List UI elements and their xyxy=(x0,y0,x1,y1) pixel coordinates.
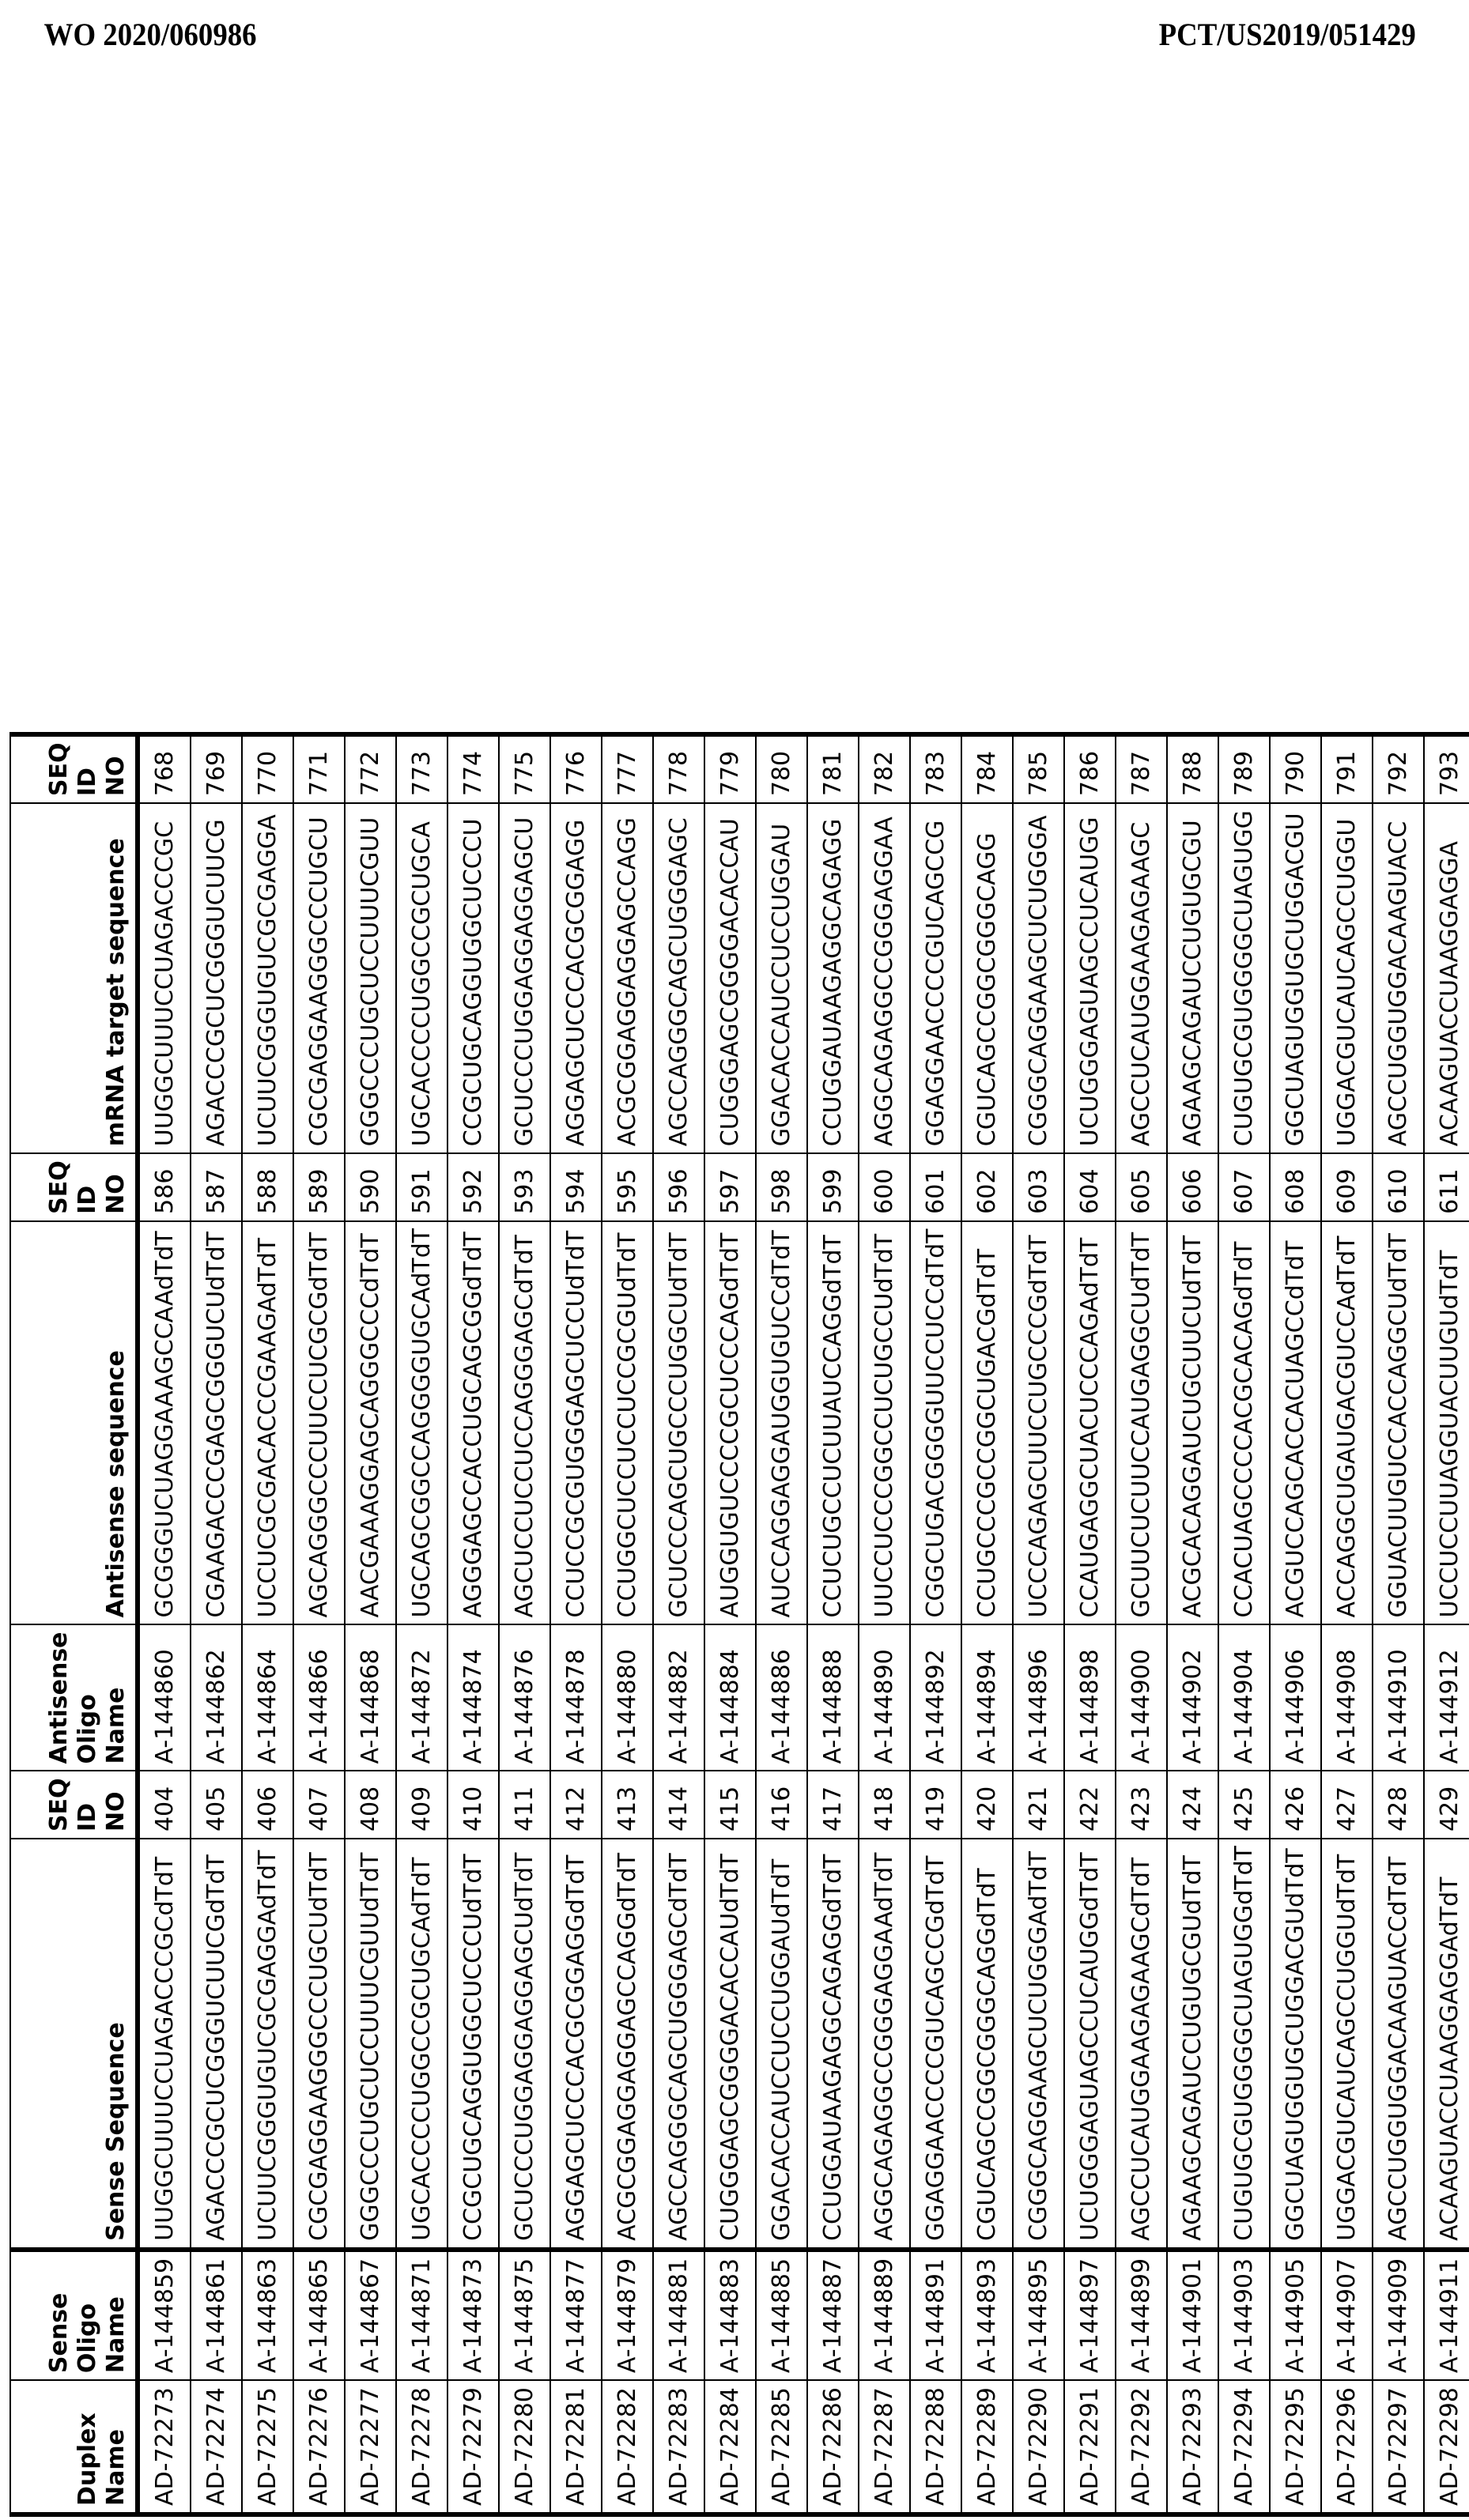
cell-duplex-name: AD-72295 xyxy=(1270,2380,1321,2514)
cell-sense-seq-id: 407 xyxy=(293,1771,345,1839)
cell-mrna-seq-id: 776 xyxy=(550,734,602,804)
table-body xyxy=(138,734,1469,2514)
cell-duplex-name: AD-72279 xyxy=(447,2380,499,2514)
cell-antisense-oligo-name: A-144866 xyxy=(293,1624,345,1771)
cell-sense-oligo-name: A-144901 xyxy=(1167,2250,1218,2380)
cell-mrna-seq-id: 777 xyxy=(602,734,653,804)
table-row xyxy=(1424,734,1469,2514)
cell-sense-sequence: AGACCCGCUCGGGUCUUCGdTdT xyxy=(191,1839,242,2250)
patent-application-number: PCT/US2019/051429 xyxy=(1156,17,1418,52)
cell-antisense-seq-id: 611 xyxy=(1424,1153,1469,1221)
cell-sense-oligo-name: A-144897 xyxy=(1064,2250,1116,2380)
cell-duplex-name: AD-72278 xyxy=(396,2380,447,2514)
cell-duplex-name: AD-72281 xyxy=(550,2380,602,2514)
cell-sense-oligo-name: A-144905 xyxy=(1270,2250,1321,2380)
cell-duplex-name: AD-72284 xyxy=(704,2380,756,2514)
cell-mrna-target-sequence: CGUCAGCCGGCGGGCAGG xyxy=(961,803,1013,1153)
cell-mrna-seq-id: 768 xyxy=(138,734,191,804)
cell-sense-seq-id: 410 xyxy=(447,1771,499,1839)
cell-duplex-name: AD-72285 xyxy=(756,2380,807,2514)
cell-antisense-seq-id: 593 xyxy=(499,1153,550,1221)
cell-antisense-oligo-name: A-144862 xyxy=(191,1624,242,1771)
cell-mrna-seq-id: 786 xyxy=(1064,734,1116,804)
cell-duplex-name: AD-72286 xyxy=(807,2380,859,2514)
cell-sense-seq-id: 418 xyxy=(859,1771,910,1839)
cell-mrna-target-sequence: AGGCAGAGGCCGGGAGGAA xyxy=(859,803,910,1153)
cell-duplex-name: AD-72274 xyxy=(191,2380,242,2514)
cell-antisense-oligo-name: A-144876 xyxy=(499,1624,550,1771)
cell-sense-sequence: GGACACCAUCCUCCUGGAUdTdT xyxy=(756,1839,807,2250)
cell-mrna-seq-id: 775 xyxy=(499,734,550,804)
cell-sense-seq-id: 416 xyxy=(756,1771,807,1839)
cell-mrna-target-sequence: ACGCGGAGGAGGAGCCAGG xyxy=(602,803,653,1153)
cell-antisense-seq-id: 592 xyxy=(447,1153,499,1221)
cell-duplex-name: AD-72292 xyxy=(1116,2380,1167,2514)
cell-sense-oligo-name: A-144887 xyxy=(807,2250,859,2380)
cell-sense-oligo-name: A-144907 xyxy=(1321,2250,1373,2380)
cell-sense-oligo-name: A-144885 xyxy=(756,2250,807,2380)
table-row xyxy=(345,734,396,2514)
cell-antisense-sequence: ACGUCCAGCACCACUAGCCdTdT xyxy=(1270,1221,1321,1625)
cell-sense-seq-id: 413 xyxy=(602,1771,653,1839)
cell-antisense-sequence: AUCCAGGAGGAUGGUGUCCdTdT xyxy=(756,1221,807,1625)
cell-antisense-sequence: AGCUCCUCCUCCAGGGAGCdTdT xyxy=(499,1221,550,1625)
cell-sense-oligo-name: A-144873 xyxy=(447,2250,499,2380)
table-row xyxy=(447,734,499,2514)
cell-sense-oligo-name: A-144867 xyxy=(345,2250,396,2380)
cell-antisense-seq-id: 600 xyxy=(859,1153,910,1221)
header-mrna-seq-id: SEQ ID NO xyxy=(10,734,138,804)
cell-sense-oligo-name: A-144911 xyxy=(1424,2250,1469,2380)
cell-antisense-oligo-name: A-144880 xyxy=(602,1624,653,1771)
cell-antisense-sequence: UCCUCCUUAGGUACUUGUdTdT xyxy=(1424,1221,1469,1625)
cell-sense-oligo-name: A-144859 xyxy=(138,2250,191,2380)
cell-antisense-sequence: GCGGGUCUAGGAAAGCCAAdTdT xyxy=(138,1221,191,1625)
cell-sense-seq-id: 421 xyxy=(1013,1771,1064,1839)
cell-sense-sequence: CGUCAGCCGGCGGGCAGGdTdT xyxy=(961,1839,1013,2250)
cell-sense-seq-id: 425 xyxy=(1218,1771,1270,1839)
table-row xyxy=(1167,734,1218,2514)
cell-mrna-seq-id: 793 xyxy=(1424,734,1469,804)
cell-mrna-target-sequence: CUGUGCGUGGGGCUAGUGG xyxy=(1218,803,1270,1153)
cell-antisense-sequence: UGCAGCGGCCAGGGGUGCAdTdT xyxy=(396,1221,447,1625)
cell-antisense-oligo-name: A-144906 xyxy=(1270,1624,1321,1771)
cell-mrna-target-sequence: UUGGCUUUCCUAGACCCGC xyxy=(138,803,191,1153)
table-row xyxy=(550,734,602,2514)
cell-antisense-oligo-name: A-144912 xyxy=(1424,1624,1469,1771)
cell-mrna-seq-id: 788 xyxy=(1167,734,1218,804)
cell-mrna-seq-id: 781 xyxy=(807,734,859,804)
cell-antisense-sequence: CGGCUGACGGGGUUCCUCCdTdT xyxy=(910,1221,961,1625)
cell-sense-oligo-name: A-144865 xyxy=(293,2250,345,2380)
table-row xyxy=(1373,734,1424,2514)
cell-sense-seq-id: 411 xyxy=(499,1771,550,1839)
cell-sense-sequence: AGCCUGGUGGACAAGUACCdTdT xyxy=(1373,1839,1424,2250)
cell-sense-sequence: CCGCUGCAGGUGGCUCCCUdTdT xyxy=(447,1839,499,2250)
cell-duplex-name: AD-72277 xyxy=(345,2380,396,2514)
table-row xyxy=(704,734,756,2514)
table-row xyxy=(138,734,191,2514)
cell-sense-seq-id: 404 xyxy=(138,1771,191,1839)
cell-sense-oligo-name: A-144861 xyxy=(191,2250,242,2380)
cell-sense-seq-id: 406 xyxy=(242,1771,293,1839)
cell-antisense-seq-id: 607 xyxy=(1218,1153,1270,1221)
cell-mrna-seq-id: 785 xyxy=(1013,734,1064,804)
cell-antisense-sequence: CCUGCCCGCCGGCUGACGdTdT xyxy=(961,1221,1013,1625)
cell-antisense-seq-id: 597 xyxy=(704,1153,756,1221)
cell-mrna-target-sequence: GGAGGAACCCCGUCAGCCG xyxy=(910,803,961,1153)
cell-mrna-seq-id: 771 xyxy=(293,734,345,804)
cell-sense-seq-id: 412 xyxy=(550,1771,602,1839)
cell-sense-seq-id: 408 xyxy=(345,1771,396,1839)
cell-sense-sequence: AGAAGCAGAUCCUGUGCGUdTdT xyxy=(1167,1839,1218,2250)
cell-antisense-sequence: CCAUGAGGCUACUCCCAGAdTdT xyxy=(1064,1221,1116,1625)
table-row xyxy=(191,734,242,2514)
cell-duplex-name: AD-72275 xyxy=(242,2380,293,2514)
table-row xyxy=(499,734,550,2514)
cell-mrna-target-sequence: AGCCUCAUGGAAGAGAAGC xyxy=(1116,803,1167,1153)
cell-antisense-seq-id: 606 xyxy=(1167,1153,1218,1221)
cell-mrna-seq-id: 783 xyxy=(910,734,961,804)
cell-sense-seq-id: 420 xyxy=(961,1771,1013,1839)
cell-antisense-sequence: AGGGAGCCACCUGCAGCGGdTdT xyxy=(447,1221,499,1625)
cell-antisense-seq-id: 610 xyxy=(1373,1153,1424,1221)
cell-duplex-name: AD-72298 xyxy=(1424,2380,1469,2514)
table-row xyxy=(1321,734,1373,2514)
cell-sense-oligo-name: A-144889 xyxy=(859,2250,910,2380)
cell-sense-seq-id: 405 xyxy=(191,1771,242,1839)
table-row xyxy=(1116,734,1167,2514)
cell-sense-oligo-name: A-144895 xyxy=(1013,2250,1064,2380)
table-row xyxy=(653,734,704,2514)
cell-mrna-target-sequence: AGCCAGGGCAGCUGGGAGC xyxy=(653,803,704,1153)
cell-mrna-target-sequence: GCUCCCUGGAGGAGGAGCU xyxy=(499,803,550,1153)
cell-antisense-seq-id: 601 xyxy=(910,1153,961,1221)
header-mrna-target-sequence: mRNA target sequence xyxy=(10,803,138,1153)
cell-antisense-sequence: GGUACUUGUCCACCAGGCUdTdT xyxy=(1373,1221,1424,1625)
cell-antisense-oligo-name: A-144892 xyxy=(910,1624,961,1771)
cell-duplex-name: AD-72293 xyxy=(1167,2380,1218,2514)
patent-publication-number: WO 2020/060986 xyxy=(41,17,259,52)
cell-antisense-sequence: AUGGUGUCCCCGCUCCCAGdTdT xyxy=(704,1221,756,1625)
cell-sense-seq-id: 429 xyxy=(1424,1771,1469,1839)
header-sense-oligo-name: Sense Oligo Name xyxy=(10,2250,138,2380)
cell-antisense-oligo-name: A-144882 xyxy=(653,1624,704,1771)
cell-antisense-oligo-name: A-144878 xyxy=(550,1624,602,1771)
cell-antisense-sequence: AACGAAAGGAGCAGGGCCCdTdT xyxy=(345,1221,396,1625)
cell-antisense-oligo-name: A-144890 xyxy=(859,1624,910,1771)
cell-mrna-seq-id: 792 xyxy=(1373,734,1424,804)
cell-antisense-sequence: CCUCUGCCUCUUAUCCAGGdTdT xyxy=(807,1221,859,1625)
cell-antisense-oligo-name: A-144884 xyxy=(704,1624,756,1771)
cell-antisense-seq-id: 595 xyxy=(602,1153,653,1221)
rotated-table-container xyxy=(9,732,1469,2517)
cell-antisense-oligo-name: A-144894 xyxy=(961,1624,1013,1771)
cell-mrna-target-sequence: GGCUAGUGGUGCUGGACGU xyxy=(1270,803,1321,1153)
cell-mrna-target-sequence: CGGGCAGGAAGCUCUGGGA xyxy=(1013,803,1064,1153)
cell-antisense-sequence: CCUGGCUCCUCCUCCGCGUdTdT xyxy=(602,1221,653,1625)
header-sense-sequence: Sense Sequence xyxy=(10,1839,138,2250)
table-row xyxy=(910,734,961,2514)
cell-sense-sequence: CGCGAGGAAGGGCCCUGCUdTdT xyxy=(293,1839,345,2250)
cell-antisense-sequence: AGCAGGGCCCUUCCUCGCGdTdT xyxy=(293,1221,345,1625)
cell-mrna-seq-id: 789 xyxy=(1218,734,1270,804)
cell-sense-seq-id: 409 xyxy=(396,1771,447,1839)
cell-antisense-seq-id: 589 xyxy=(293,1153,345,1221)
cell-antisense-oligo-name: A-144908 xyxy=(1321,1624,1373,1771)
cell-antisense-oligo-name: A-144898 xyxy=(1064,1624,1116,1771)
cell-mrna-seq-id: 784 xyxy=(961,734,1013,804)
cell-duplex-name: AD-72296 xyxy=(1321,2380,1373,2514)
cell-sense-seq-id: 426 xyxy=(1270,1771,1321,1839)
table-header-row xyxy=(10,734,138,2514)
cell-sense-sequence: CGGGCAGGAAGCUCUGGGAdTdT xyxy=(1013,1839,1064,2250)
cell-antisense-seq-id: 596 xyxy=(653,1153,704,1221)
cell-mrna-target-sequence: ACAAGUACCUAAGGAGGA xyxy=(1424,803,1469,1153)
cell-mrna-seq-id: 782 xyxy=(859,734,910,804)
duplex-sequence-table xyxy=(9,732,1469,2517)
cell-duplex-name: AD-72283 xyxy=(653,2380,704,2514)
table-row xyxy=(602,734,653,2514)
cell-antisense-oligo-name: A-144872 xyxy=(396,1624,447,1771)
cell-antisense-sequence: UCCCAGAGCUUCCUGCCCGdTdT xyxy=(1013,1221,1064,1625)
cell-mrna-target-sequence: AGGAGCUCCCACGCGGAGG xyxy=(550,803,602,1153)
cell-antisense-oligo-name: A-144904 xyxy=(1218,1624,1270,1771)
cell-mrna-target-sequence: GGGCCCUGCUCCUUUCGUU xyxy=(345,803,396,1153)
cell-antisense-sequence: ACGCACAGGAUCUGCUUCUdTdT xyxy=(1167,1221,1218,1625)
cell-sense-oligo-name: A-144909 xyxy=(1373,2250,1424,2380)
cell-mrna-seq-id: 772 xyxy=(345,734,396,804)
cell-sense-oligo-name: A-144899 xyxy=(1116,2250,1167,2380)
cell-antisense-seq-id: 603 xyxy=(1013,1153,1064,1221)
cell-duplex-name: AD-72290 xyxy=(1013,2380,1064,2514)
cell-antisense-seq-id: 608 xyxy=(1270,1153,1321,1221)
table-row xyxy=(1064,734,1116,2514)
cell-sense-oligo-name: A-144893 xyxy=(961,2250,1013,2380)
cell-mrna-seq-id: 769 xyxy=(191,734,242,804)
cell-sense-seq-id: 423 xyxy=(1116,1771,1167,1839)
cell-antisense-oligo-name: A-144864 xyxy=(242,1624,293,1771)
cell-sense-seq-id: 428 xyxy=(1373,1771,1424,1839)
cell-antisense-seq-id: 609 xyxy=(1321,1153,1373,1221)
cell-sense-oligo-name: A-144881 xyxy=(653,2250,704,2380)
cell-mrna-target-sequence: UGGACGUCAUCAGCCUGGU xyxy=(1321,803,1373,1153)
cell-antisense-sequence: ACCAGGCUGAUGACGUCCAdTdT xyxy=(1321,1221,1373,1625)
cell-sense-sequence: GCUCCCUGGAGGAGGAGCUdTdT xyxy=(499,1839,550,2250)
cell-antisense-seq-id: 588 xyxy=(242,1153,293,1221)
cell-mrna-target-sequence: UCUGGGAGUAGCCUCAUGG xyxy=(1064,803,1116,1153)
cell-sense-sequence: ACGCGGAGGAGGAGCCAGGdTdT xyxy=(602,1839,653,2250)
cell-sense-sequence: AGGAGCUCCCACGCGGAGGdTdT xyxy=(550,1839,602,2250)
cell-antisense-seq-id: 591 xyxy=(396,1153,447,1221)
cell-sense-sequence: CCUGGAUAAGAGGCAGAGGdTdT xyxy=(807,1839,859,2250)
cell-antisense-seq-id: 598 xyxy=(756,1153,807,1221)
cell-sense-sequence: GGAGGAACCCCGUCAGCCGdTdT xyxy=(910,1839,961,2250)
cell-antisense-oligo-name: A-144874 xyxy=(447,1624,499,1771)
cell-antisense-sequence: GCUUCUCUUCCAUGAGGCUdTdT xyxy=(1116,1221,1167,1625)
cell-mrna-target-sequence: AGAAGCAGAUCCUGUGCGU xyxy=(1167,803,1218,1153)
cell-sense-seq-id: 417 xyxy=(807,1771,859,1839)
cell-mrna-target-sequence: CCGCUGCAGGUGGCUCCCU xyxy=(447,803,499,1153)
cell-sense-oligo-name: A-144903 xyxy=(1218,2250,1270,2380)
cell-mrna-seq-id: 770 xyxy=(242,734,293,804)
cell-sense-sequence: UGGACGUCAUCAGCCUGGUdTdT xyxy=(1321,1839,1373,2250)
cell-mrna-seq-id: 773 xyxy=(396,734,447,804)
cell-sense-seq-id: 414 xyxy=(653,1771,704,1839)
cell-sense-sequence: UGCACCCCUGGCCGCUGCAdTdT xyxy=(396,1839,447,2250)
cell-mrna-seq-id: 780 xyxy=(756,734,807,804)
cell-antisense-sequence: CGAAGACCCGAGCGGGUCUdTdT xyxy=(191,1221,242,1625)
table-row xyxy=(1270,734,1321,2514)
table-row xyxy=(1013,734,1064,2514)
table-row xyxy=(293,734,345,2514)
cell-sense-oligo-name: A-144871 xyxy=(396,2250,447,2380)
header-antisense-seq-id: SEQ ID NO xyxy=(10,1153,138,1221)
cell-sense-sequence: UUGGCUUUCCUAGACCCGCdTdT xyxy=(138,1839,191,2250)
cell-sense-seq-id: 427 xyxy=(1321,1771,1373,1839)
cell-antisense-oligo-name: A-144896 xyxy=(1013,1624,1064,1771)
cell-mrna-seq-id: 791 xyxy=(1321,734,1373,804)
table-row xyxy=(1218,734,1270,2514)
cell-duplex-name: AD-72288 xyxy=(910,2380,961,2514)
cell-duplex-name: AD-72297 xyxy=(1373,2380,1424,2514)
cell-sense-sequence: UCUUCGGGUGUCGCGAGGAdTdT xyxy=(242,1839,293,2250)
cell-sense-oligo-name: A-144875 xyxy=(499,2250,550,2380)
cell-sense-sequence: GGGCCCUGCUCCUUUCGUUdTdT xyxy=(345,1839,396,2250)
cell-sense-seq-id: 422 xyxy=(1064,1771,1116,1839)
cell-mrna-seq-id: 779 xyxy=(704,734,756,804)
cell-duplex-name: AD-72276 xyxy=(293,2380,345,2514)
cell-mrna-target-sequence: UGCACCCCUGGCCGCUGCA xyxy=(396,803,447,1153)
cell-sense-oligo-name: A-144879 xyxy=(602,2250,653,2380)
cell-sense-sequence: ACAAGUACCUAAGGAGGAdTdT xyxy=(1424,1839,1469,2250)
cell-antisense-oligo-name: A-144888 xyxy=(807,1624,859,1771)
table-row xyxy=(807,734,859,2514)
cell-antisense-oligo-name: A-144900 xyxy=(1116,1624,1167,1771)
cell-antisense-oligo-name: A-144902 xyxy=(1167,1624,1218,1771)
cell-mrna-seq-id: 774 xyxy=(447,734,499,804)
cell-antisense-oligo-name: A-144860 xyxy=(138,1624,191,1771)
cell-mrna-target-sequence: CCUGGAUAAGAGGCAGAGG xyxy=(807,803,859,1153)
cell-antisense-sequence: CCUCCGCGUGGGAGCUCCUdTdT xyxy=(550,1221,602,1625)
table-row xyxy=(756,734,807,2514)
cell-antisense-seq-id: 587 xyxy=(191,1153,242,1221)
cell-sense-sequence: AGCCUCAUGGAAGAGAAGCdTdT xyxy=(1116,1839,1167,2250)
cell-antisense-sequence: UUCCUCCCGGCCUCUGCCUdTdT xyxy=(859,1221,910,1625)
cell-sense-seq-id: 424 xyxy=(1167,1771,1218,1839)
cell-mrna-target-sequence: AGACCCGCUCGGGUCUUCG xyxy=(191,803,242,1153)
cell-sense-sequence: CUGUGCGUGGGGCUAGUGGdTdT xyxy=(1218,1839,1270,2250)
cell-antisense-seq-id: 602 xyxy=(961,1153,1013,1221)
cell-antisense-sequence: UCCUCGCGACACCCGAAGAdTdT xyxy=(242,1221,293,1625)
cell-sense-oligo-name: A-144891 xyxy=(910,2250,961,2380)
cell-antisense-seq-id: 605 xyxy=(1116,1153,1167,1221)
cell-sense-sequence: AGGCAGAGGCCGGGAGGAAdTdT xyxy=(859,1839,910,2250)
cell-antisense-seq-id: 590 xyxy=(345,1153,396,1221)
cell-duplex-name: AD-72291 xyxy=(1064,2380,1116,2514)
cell-duplex-name: AD-72289 xyxy=(961,2380,1013,2514)
table-row xyxy=(242,734,293,2514)
cell-sense-oligo-name: A-144877 xyxy=(550,2250,602,2380)
cell-sense-sequence: AGCCAGGGCAGCUGGGAGCdTdT xyxy=(653,1839,704,2250)
header-duplex-name: Duplex Name xyxy=(10,2380,138,2514)
cell-sense-sequence: UCUGGGAGUAGCCUCAUGGdTdT xyxy=(1064,1839,1116,2250)
cell-antisense-oligo-name: A-144886 xyxy=(756,1624,807,1771)
cell-duplex-name: AD-72294 xyxy=(1218,2380,1270,2514)
cell-antisense-seq-id: 594 xyxy=(550,1153,602,1221)
table-row xyxy=(859,734,910,2514)
header-antisense-sequence: Antisense sequence xyxy=(10,1221,138,1625)
cell-antisense-sequence: CCACUAGCCCCACGCACAGdTdT xyxy=(1218,1221,1270,1625)
cell-antisense-seq-id: 586 xyxy=(138,1153,191,1221)
cell-sense-sequence: CUGGGAGCGGGGACACCAUdTdT xyxy=(704,1839,756,2250)
table-row xyxy=(396,734,447,2514)
cell-antisense-oligo-name: A-144868 xyxy=(345,1624,396,1771)
cell-sense-oligo-name: A-144863 xyxy=(242,2250,293,2380)
cell-duplex-name: AD-72287 xyxy=(859,2380,910,2514)
cell-mrna-target-sequence: AGCCUGGUGGACAAGUACC xyxy=(1373,803,1424,1153)
cell-antisense-sequence: GCUCCCAGCUGCCCUGGCUdTdT xyxy=(653,1221,704,1625)
cell-mrna-target-sequence: CUGGGAGCGGGGACACCAU xyxy=(704,803,756,1153)
cell-sense-seq-id: 415 xyxy=(704,1771,756,1839)
cell-mrna-target-sequence: UCUUCGGGUGUCGCGAGGA xyxy=(242,803,293,1153)
cell-mrna-seq-id: 790 xyxy=(1270,734,1321,804)
cell-mrna-target-sequence: CGCGAGGAAGGGCCCUGCU xyxy=(293,803,345,1153)
cell-mrna-seq-id: 778 xyxy=(653,734,704,804)
cell-antisense-oligo-name: A-144910 xyxy=(1373,1624,1424,1771)
cell-antisense-seq-id: 599 xyxy=(807,1153,859,1221)
cell-mrna-target-sequence: GGACACCAUCCUCCUGGAU xyxy=(756,803,807,1153)
cell-antisense-seq-id: 604 xyxy=(1064,1153,1116,1221)
table-row xyxy=(961,734,1013,2514)
cell-mrna-seq-id: 787 xyxy=(1116,734,1167,804)
header-sense-seq-id: SEQ ID NO xyxy=(10,1771,138,1839)
cell-duplex-name: AD-72282 xyxy=(602,2380,653,2514)
cell-sense-sequence: GGCUAGUGGUGCUGGACGUdTdT xyxy=(1270,1839,1321,2250)
cell-sense-seq-id: 419 xyxy=(910,1771,961,1839)
cell-duplex-name: AD-72280 xyxy=(499,2380,550,2514)
cell-sense-oligo-name: A-144883 xyxy=(704,2250,756,2380)
cell-duplex-name: AD-72273 xyxy=(138,2380,191,2514)
header-antisense-oligo-name: Antisense Oligo Name xyxy=(10,1624,138,1771)
